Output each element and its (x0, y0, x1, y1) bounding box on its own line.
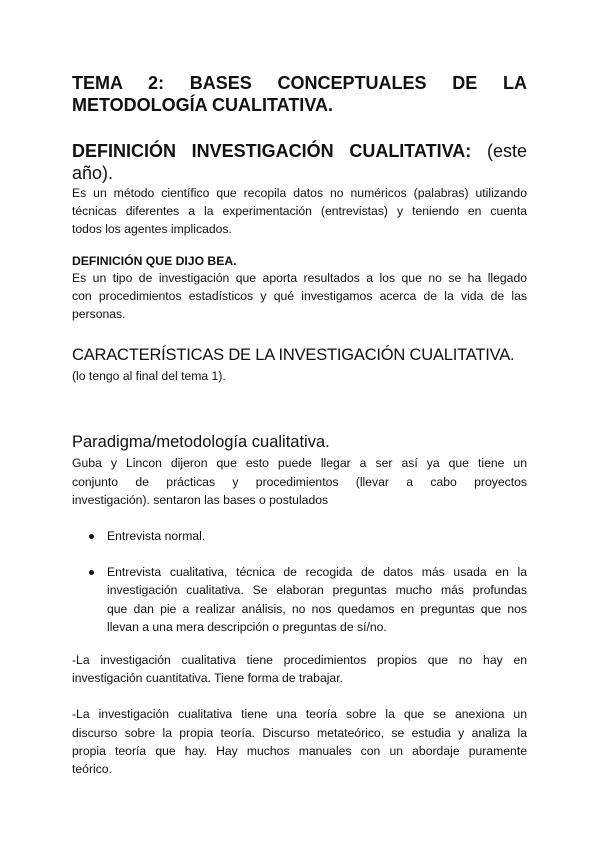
bea-definition-heading: DEFINICIÓN QUE DIJO BEA. (72, 253, 237, 268)
paradigm-line: conjunto de prácticas y procedimientos (llevar a cabo proyectos (72, 474, 527, 489)
bullet-line: investigación cualitativa. Se elaboran preguntas mucho más profundas (107, 583, 527, 598)
paradigm-line: investigación). sentaron las bases o postulados (72, 492, 329, 507)
bea-definition-line: Es un tipo de investigación que aporta resultados a los que no se ha llegado (72, 270, 527, 285)
paragraph-line: -La investigación cualitativa tiene una teoría sobre la que se anexiona un (72, 707, 527, 722)
bullet-line: Entrevista normal. (107, 529, 206, 544)
bea-definition-line: personas. (72, 307, 126, 322)
title-line-2: METODOLOGÍA CUALITATIVA. (72, 95, 333, 115)
bea-definition-text (72, 269, 527, 324)
definition-line: todos los agentes implicados. (72, 222, 232, 237)
bullet-line: llevan a una mera descripción o preguntas de sí/no. (107, 619, 387, 634)
definition-heading-bold: DEFINICIÓN INVESTIGACIÓN CUALITATIVA: (72, 141, 472, 161)
definition-line: técnicas diferentes a la experimentación (entrevistas) y teniendo en cuenta (72, 204, 527, 219)
list-item (72, 527, 527, 545)
paragraph-line: -La investigación cualitativa tiene procedimientos propios que no hay en (72, 653, 527, 668)
paradigm-heading: Paradigma/metodología cualitativa. (72, 433, 330, 452)
spacer (72, 687, 527, 705)
definition-text (72, 184, 527, 239)
title-line-1: TEMA 2: BASES CONCEPTUALES DE LA (72, 73, 527, 93)
definition-heading-line-2: año). (72, 163, 114, 183)
definition-heading-line-1 (72, 140, 527, 162)
paradigm-text (72, 454, 527, 509)
bullet-dot-icon (89, 570, 94, 575)
paragraph-line: teórico. (72, 762, 112, 777)
document-page (72, 72, 527, 778)
bullet-dot-icon (89, 534, 94, 539)
definition-heading-note: (este (486, 141, 527, 161)
paradigm-bullet-list (72, 527, 527, 636)
characteristics-note (72, 367, 527, 385)
paradigm-line: Guba y Lincon dijeron que esto puede llegar a ser así ya que tiene un (72, 456, 527, 471)
paragraph-line: investigación cuantitativa. Tiene forma de trabajar. (72, 671, 343, 686)
document-title (72, 72, 527, 116)
paragraph-line: propia teoría que hay. Hay muchos manuales con un abordaje puramente (72, 743, 527, 758)
definition-line: Es un método científico que recopila datos no numéricos (palabras) utilizando (72, 186, 527, 200)
bea-definition-line: con procedimientos estadísticos y qué investigamos acerca de la vida de las (72, 288, 527, 303)
bullet-line: que dan pie a realizar análisis, no nos quedamos en preguntas que nos (107, 601, 527, 616)
paragraph-line: discurso sobre la propia teoría. Discurso metateórico, se estudia y analiza la (72, 725, 527, 740)
characteristics-note-line: (lo tengo al final del tema 1). (72, 369, 226, 384)
characteristics-heading: CARACTERÍSTICAS DE LA INVESTIGACIÓN CUALITATIVA. (72, 346, 515, 365)
paragraph-procedures (72, 651, 527, 687)
list-item (72, 563, 527, 636)
bullet-line: Entrevista cualitativa, técnica de recogida de datos más usada en la (107, 565, 527, 580)
paragraph-theory (72, 705, 527, 778)
definition-heading (72, 140, 527, 184)
